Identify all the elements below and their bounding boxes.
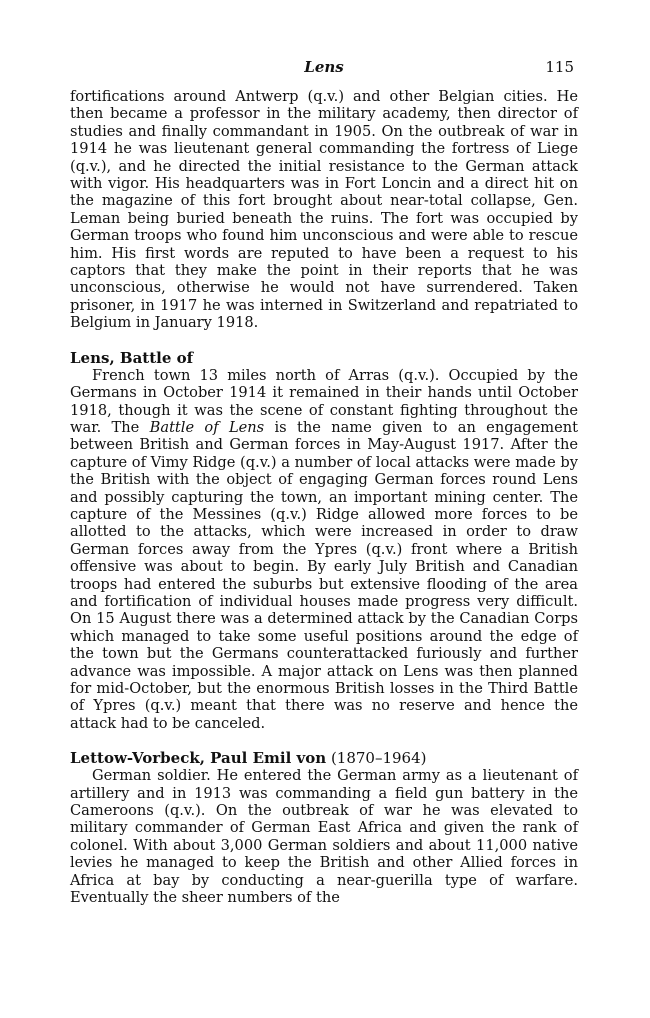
entry-body: [70, 367, 578, 733]
page-number: 115: [545, 58, 574, 76]
entry-body: German soldier. He entered the German army as a lieutenant of artillery and in 1913 was commanding a field gun battery in the Cameroons (q.v.). On the outbreak of war he was elevated to military commander of German East Africa and given the rank of colonel. With about 3,000 German soldiers and about 11,000 native levies he managed to keep the British and other Allied forces in Africa at bay by conducting a near-guerilla type of warfare. Eventually the sheer numbers of the: [70, 767, 578, 907]
entry-title: Lens, Battle of: [70, 348, 194, 367]
entry-body-italic: Battle of Lens: [149, 418, 265, 436]
entry-heading: [70, 349, 578, 367]
entry-body-part-a: French town 13 miles north of Arras (q.v.). Occupied by the Germans in October 1914 it remained in their hands until October 1918, though it was the scene of constant fighting throughout the war. The: [70, 366, 578, 436]
entry-body-part-b: is the name given to an engagement between British and German forces in May-August 1917. After the capture of Vimy Ridge (q.v.) a number of local attacks were made by the British with the object of engaging German forces round Lens and possibly capturing the town, an important mining center. The capture of the Messines (q.v.) Ridge allowed more forces to be allotted to the attacks, which were increased in order to draw German forces away from the Ypres (q.v.) front where a British offensive was about to begin. By early July British and Canadian troops had entered the suburbs but extensive flooding of the area and fortification of individual houses made progress very difficult. On 15 August there was a determined attack by the Canadian Corps which managed to take some useful positions around the edge of the town but the Germans counterattacked furiously and further advance was impossible. A major attack on Lens was then planned for mid-October, but the enormous British losses in the Third Battle of Ypres (q.v.) meant that there was no reserve and hence the attack had to be canceled.: [70, 418, 578, 732]
entry-title: Lettow-Vorbeck, Paul Emil von: [70, 749, 327, 768]
entry-lens-battle: [70, 349, 578, 733]
running-title: Lens: [304, 58, 344, 76]
running-head: [70, 58, 578, 80]
entry-lettow-vorbeck: [70, 749, 578, 906]
book-page: [70, 58, 578, 906]
continuation-paragraph: fortifications around Antwerp (q.v.) and other Belgian cities. He then became a professor in the military academy, then director of studies and finally commandant in 1905. On the outbreak of war in 1914 he was lieutenant general commanding the fortress of Liege (q.v.), and he directed the initial resistance to the German attack with vigor. His headquarters was in Fort Loncin and a direct hit on the magazine of this fort brought about near-total collapse, Gen. Leman being buried beneath the ruins. The fort was occupied by German troops who found him unconscious and were able to rescue him. His first words are reputed to have been a request to his captors that they make the point in their reports that he was unconscious, otherwise he would not have surrendered. Taken prisoner, in 1917 he was interned in Switzerland and repatriated to Belgium in January 1918.: [70, 88, 578, 332]
entry-heading: [70, 749, 578, 767]
entry-dates: (1870–1964): [330, 749, 427, 768]
